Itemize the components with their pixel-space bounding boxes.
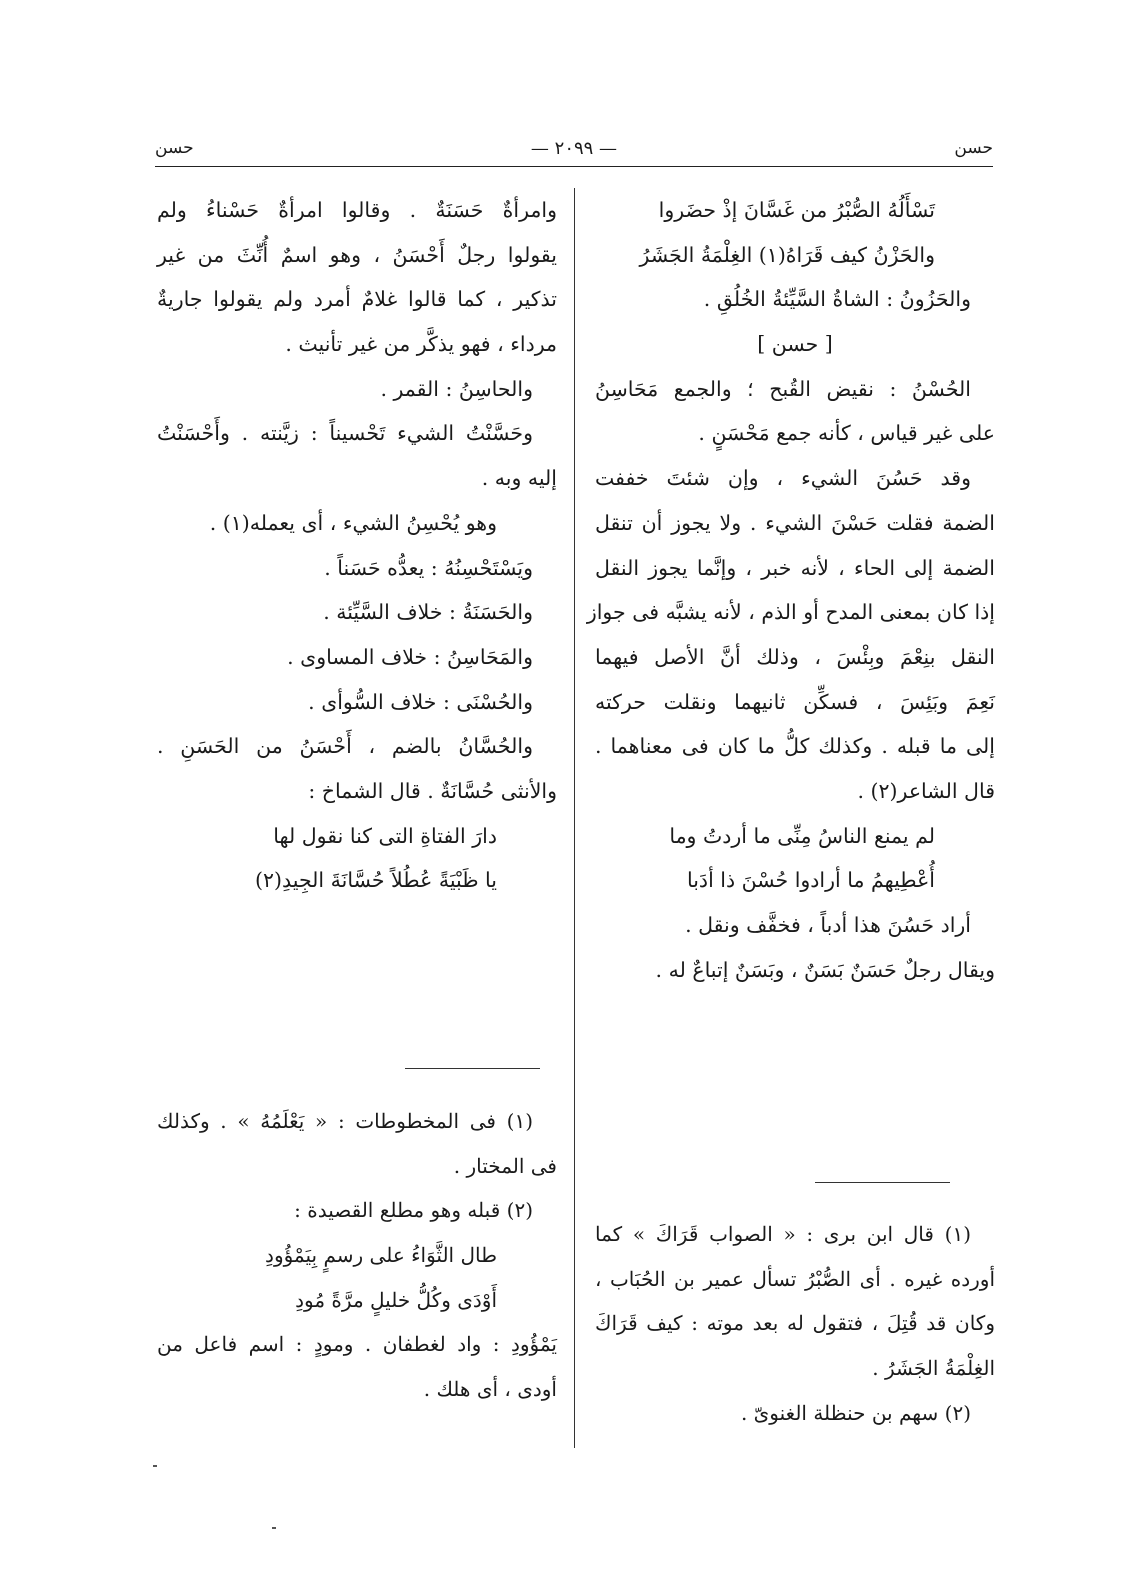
left-footnote-line: يَمْؤُودِ : واد لغطفان . ومودٍ : اسم فاعل من [157,1332,557,1357]
right-text-line: النقل بنِعْمَ وبِئْسَ ، وذلك أنَّ الأصل فيهما [595,644,995,669]
right-footnote-line: (٢) سهم بن حنظلة الغنوىّ . [740,1400,971,1425]
right-footnote-rule [815,1182,950,1183]
left-footnote-line: طال الثَّوَاءُ على رسمٍ بِيَمْؤُودِ [265,1243,497,1268]
right-text-line: والحَزُونُ : الشاةُ السَّيِّئةُ الخُلُقِ . [703,287,971,312]
left-text-line: والحَسَنَةُ : خلاف السَّيِّئة . [323,600,533,625]
running-head-right: حسن [954,138,993,158]
right-text-line: لم يمنع الناسُ مِنِّى ما أردتُ وما [669,823,935,848]
left-text-line: إليه وبه . [481,466,557,491]
left-footnote-line: فى المختار . [453,1153,557,1178]
right-text-line: وقد حَسُنَ الشيء ، وإن شئتَ خففت [595,466,971,491]
left-text-line: وهو يُحْسِنُ الشيء ، أى يعمله(١) . [209,510,497,535]
left-footnote-line: (٢) قبله وهو مطلع القصيدة : [294,1198,533,1223]
header-rule [155,166,993,167]
right-text-line: على غير قياس ، كأنه جمع مَحْسَنٍ . [698,421,995,446]
right-text-line: الضمة فقلت حَسْنَ الشيء . ولا يجوز أن تنقل [595,510,995,535]
right-text-line: نَعِمَ وبَئِسَ ، فسكِّن ثانيهما ونقلت حركته [595,689,995,714]
right-text-line: أُعْطِيهمُ ما أرادوا حُسْنَ ذا أدَبا [686,868,935,893]
page-header [155,138,993,168]
left-text-line: وامرأةٌ حَسَنَةٌ . وقالوا امرأةٌ حَسْناءُ ولم [157,198,557,222]
left-column-body [157,188,557,903]
left-text-line: والحُسْنَى : خلاف السُّوأى . [308,689,533,714]
left-text-line: ويَسْتَحْسِنُهُ : يعدُّه حَسَناً . [324,555,533,580]
right-text-line: والحَزْنُ كيف قَرَاهُ(١) الغِلْمَةُ الجَشَرُ [639,242,935,267]
scan-speck [272,1527,276,1529]
right-footnote-line: الغِلْمَةُ الجَشَرُ . [872,1356,995,1381]
scan-speck [153,1465,157,1467]
right-footnote-line: (١) قال ابن برى : « الصواب قَرَاكَ » كما [595,1222,971,1246]
left-text-line: والحاسِنُ : القمر . [380,376,533,401]
left-text-line: يقولوا رجلٌ أَحْسَنُ ، وهو اسمٌ أُنِّثَ من غير [157,242,557,267]
page-number: — ٢٠٩٩ — [530,138,618,159]
right-text-line: تَسْأَلُهُ الصُّبْرُ من غَسَّانَ إذْ حضَروا [658,198,935,222]
left-footnote-line: (١) فى المخطوطات : « يَعْلَمُهُ » . وكذلك [157,1109,533,1133]
right-text-line: أراد حَسُنَ هذا أدباً ، فخفَّف ونقل . [685,913,971,937]
right-footnote-line: أورده غيره . أى الصُّبْرُ تسأل عمير بن الحُبَاب ، [595,1266,995,1291]
left-footnote-line: أَوْدَى وكُلُّ خليلٍ مرَّةً مُودِ [295,1287,497,1312]
right-text-line: ويقال رجلٌ حَسَنٌ بَسَنٌ ، وبَسَنٌ إتباعٌ له . [655,957,995,982]
right-text-line: [ حسن ] [757,332,833,357]
right-text-line: إلى ما قبله . وكذلك كلُّ ما كان فى معناهما . [595,734,995,759]
left-text-line: تذكير ، كما قالوا غلامٌ أمرد ولم يقولوا جاريةٌ [157,287,557,312]
left-text-line: يا ظَبْيَةً عُطُلاً حُسَّانَةَ الجِيدِ(٢) [254,868,497,893]
left-footnote-rule [405,1068,540,1069]
right-text-line: الضمة إلى الحاء ، لأنه خبر ، وإنَّما يجوز النقل [595,555,995,580]
right-text-line: إذا كان بمعنى المدح أو الذم ، لأنه يشبَّه فى جواز [586,600,995,625]
column-separator [574,188,575,1448]
right-column-body [586,188,995,992]
left-footnotes [157,1100,557,1413]
right-footnote-line: وكان قد قُتِلَ ، فتقول له بعد موته : كيف قَرَاكَ [595,1311,995,1336]
running-head-left: حسن [155,138,194,158]
right-text-line: قال الشاعر(٢) . [857,778,995,803]
left-text-line: والحُسَّانُ بالضم ، أَحْسَنُ من الحَسَنِ . [157,734,533,759]
left-text-line: وحَسَّنْتُ الشيء تَحْسيناً : زيَّنته . وأَحْسَنْتُ [157,421,533,446]
left-text-line: والمَحَاسِنُ : خلاف المساوى . [287,644,533,669]
left-text-line: دارَ الفتاةِ التى كنا نقول لها [273,823,497,848]
right-footnotes [595,1213,995,1436]
left-text-line: مرداء ، فهو يذكَّر من غير تأنيث . [285,332,557,357]
left-text-line: والأنثى حُسَّانَةٌ . قال الشماخ : [308,778,557,803]
right-text-line: الحُسْنُ : نقيض القُبح ؛ والجمع مَحَاسِنُ [595,376,971,401]
left-footnote-line: أودى ، أى هلك . [423,1377,557,1402]
